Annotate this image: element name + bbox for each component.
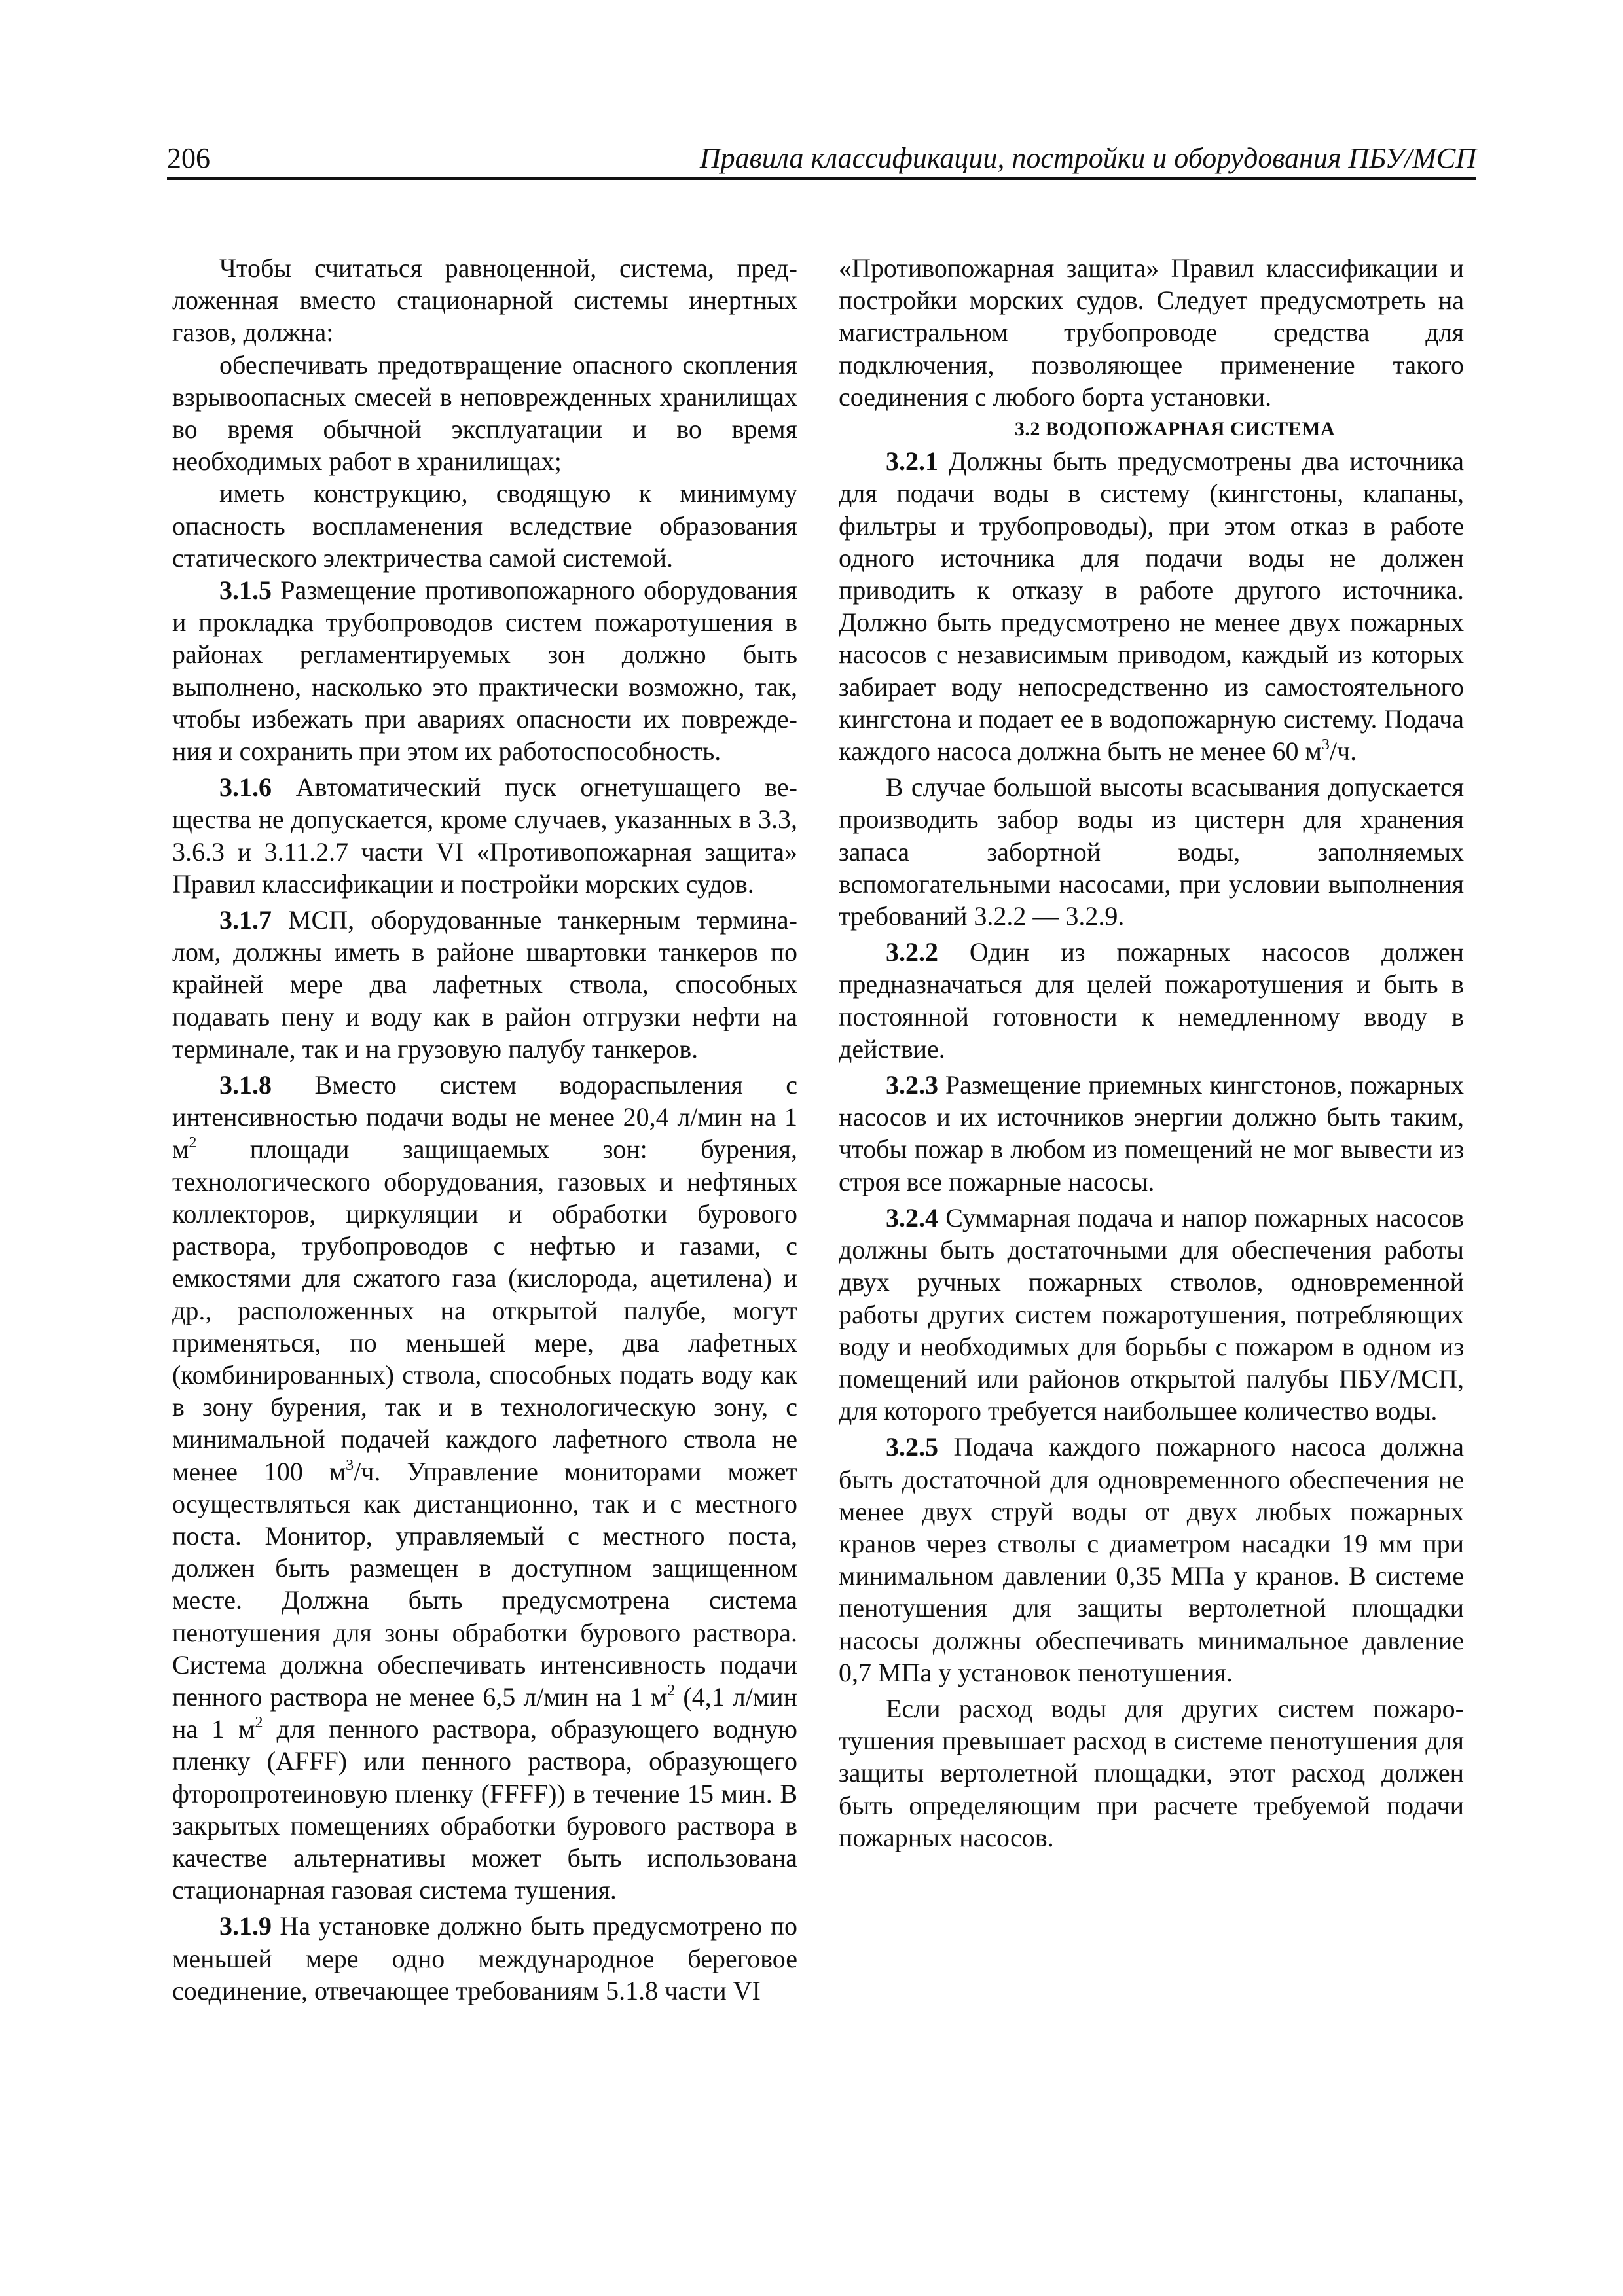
clause-number: 3.1.7	[219, 905, 272, 935]
clause-number: 3.1.8	[219, 1070, 272, 1100]
paragraph: иметь конструкцию, сводящую к минимуму опасность воспламенения вследствие образования статического электричества самой системой.	[172, 478, 797, 573]
left-column	[172, 252, 797, 2007]
clause-number: 3.2.5	[886, 1432, 938, 1462]
right-column	[839, 252, 1464, 1854]
clause-number: 3.2.1	[886, 446, 938, 476]
clause-number: 3.2.3	[886, 1070, 938, 1100]
running-title: Правила классификации, постройки и оборудования ПБУ/МСП	[699, 142, 1476, 174]
clause-number: 3.2.2	[886, 937, 938, 967]
clause-3-1-6: 3.1.6 Автоматический пуск огнетушащего вещества не допускается, кроме случаев, указанных в 3.3, 3.6.3 и 3.11.2.7 части VI «Противопожарная защита» Правил классификации и постройки морских судов.	[172, 772, 797, 899]
clause-3-2-1: 3.2.1 Должны быть предусмотрены два источника для подачи воды в систему (кингстоны, клапаны, фильтры и трубопроводы), при этом отказ в работе одного источника для подачи воды не должен приводить к отказу в работе другого источника. Должно быть предусмотрено не менее двух пожарных насосов с независимым приводом, каждый из которых забирает воду непосредственно из самостоятельного кингстона и подает ее в водопожарную систему. Подача каждого насоса должна быть не менее 60 $м^3/ч$.	[839, 446, 1464, 766]
paragraph: Чтобы считаться равноценной, система, предложенная вместо стационарной системы инертных газов, должна:	[172, 253, 797, 348]
clause-number: 3.2.4	[886, 1202, 938, 1232]
clause-number: 3.1.5	[219, 575, 272, 605]
clause-3-1-7: 3.1.7 МСП, оборудованные танкерным терминалом, должны иметь в районе швартовки танкеров по крайней мере два лафетных ствола, способных подавать пену и воду как в район отгрузки нефти на терминале, так и на грузовую палубу танкеров.	[172, 905, 797, 1064]
section-heading: 3.2 ВОДОПОЖАРНАЯ СИСТЕМА	[1014, 418, 1336, 440]
paragraph: Если расход воды для других систем пожаротушения превышает расход в системе пенотушения для защиты вертолетной площадки, этот расход должен быть определяющим при расчете требуемой подачи пожарных насосов.	[839, 1693, 1464, 1852]
paragraph-continuation: «Противопожарная защита» Правил классификации и постройки морских судов. Следует предусмотреть на магистральном трубопроводе средства для подключения, позволяющее применение такого соединения с любого борта установки.	[839, 253, 1464, 412]
paragraph: В случае большой высоты всасывания допускается производить забор воды из цистерн для хранения запаса забортной воды, заполняемых вспомогательными насосами, при условии выполнения требований 3.2.2 — 3.2.9.	[839, 772, 1464, 931]
page-header	[167, 137, 1476, 180]
clause-number: 3.1.6	[219, 772, 272, 802]
clause-3-1-5: 3.1.5 Размещение противопожарного оборудования и прокладка трубопроводов систем пожаротушения в районах регламентируемых зон должно быть выполнено, насколько это практически возможно, так, чтобы избежать при авариях опасности их повреждения и сохранить при этом их работоспособность.	[172, 575, 797, 766]
clause-3-2-3: 3.2.3 Размещение приемных кингстонов, пожарных насосов и их источников энергии должно быть таким, чтобы пожар в любом из помещений не мог вывести из строя все пожарные насосы.	[839, 1070, 1464, 1196]
clause-3-2-5: 3.2.5 Подача каждого пожарного насоса должна быть достаточной для одновременного обеспечения не менее двух струй воды от двух любых пожарных кранов через стволы с диаметром насадки 19 мм при минимальном давлении 0,35 МПа у кранов. В системе пенотушения для защиты вертолетной площадки насосы должны обеспечивать минимальное давление 0,7 МПа у установок пенотушения.	[839, 1432, 1464, 1687]
page-number: 206	[167, 142, 210, 174]
clause-3-1-8: 3.1.8 Вместо систем водораспыления с интенсивностью подачи воды не менее 20,4 л/мин на 1 $м^2$ площади защищаемых зон: бурения, технологического оборудования, газовых и нефтяных коллекторов, циркуляции и обработки бурового раствора, трубопроводов с нефтью и газами, с емкостями для сжатого газа (кислорода, ацетилена) и др., расположенных на открытой палубе, могут применяться, по меньшей мере, два лафетных (комбинированных) ствола, способных подать воду как в зону бурения, так и в технологическую зону, с минимальной подачей каждого лафетного ствола не менее 100 $м^3/ч$. Управление мониторами может осуществляться как дистанционно, так и с местного поста. Монитор, управляемый с местного поста, должен быть размещен в доступном защищенном месте. Должна быть предусмотрена система пенотушения для зоны обработки бурового раствора. Система должна обеспечивать интенсивность подачи пенного раствора не менее 6,5 л/мин на 1 $м^2$ (4,1 л/мин на 1 $м^2$ для пенного раствора, образующего водную пленку (AFFF) или пенного раствора, образующего фторопротеиновую пленку (FFFF)) в течение 15 мин. В закрытых помещениях обработки бурового раствора в качестве альтернативы может быть использована стационарная газовая система тушения.	[172, 1070, 797, 1905]
clause-3-2-2: 3.2.2 Один из пожарных насосов должен предназначаться для целей пожаротушения и быть в постоянной готовности к немедленному вводу в действие.	[839, 937, 1464, 1064]
paragraph: обеспечивать предотвращение опасного скопления взрывоопасных смесей в неповрежденных хранилищах во время обычной эксплуатации и во время необходимых работ в хранилищах;	[172, 350, 797, 476]
clause-number: 3.1.9	[219, 1911, 272, 1941]
clause-3-1-9: 3.1.9 На установке должно быть предусмотрено по меньшей мере одно международное береговое соединение, отвечающее требованиям 5.1.8 части VI	[172, 1911, 797, 2005]
clause-3-2-4: 3.2.4 Суммарная подача и напор пожарных насосов должны быть достаточными для обеспечения работы двух ручных пожарных стволов, одновременной работы других систем пожаротушения, потребляющих воду и необходимых для борьбы с пожаром в одном из помещений или районов открытой палубы ПБУ/МСП, для которого требуется наибольшее количество воды.	[839, 1202, 1464, 1426]
